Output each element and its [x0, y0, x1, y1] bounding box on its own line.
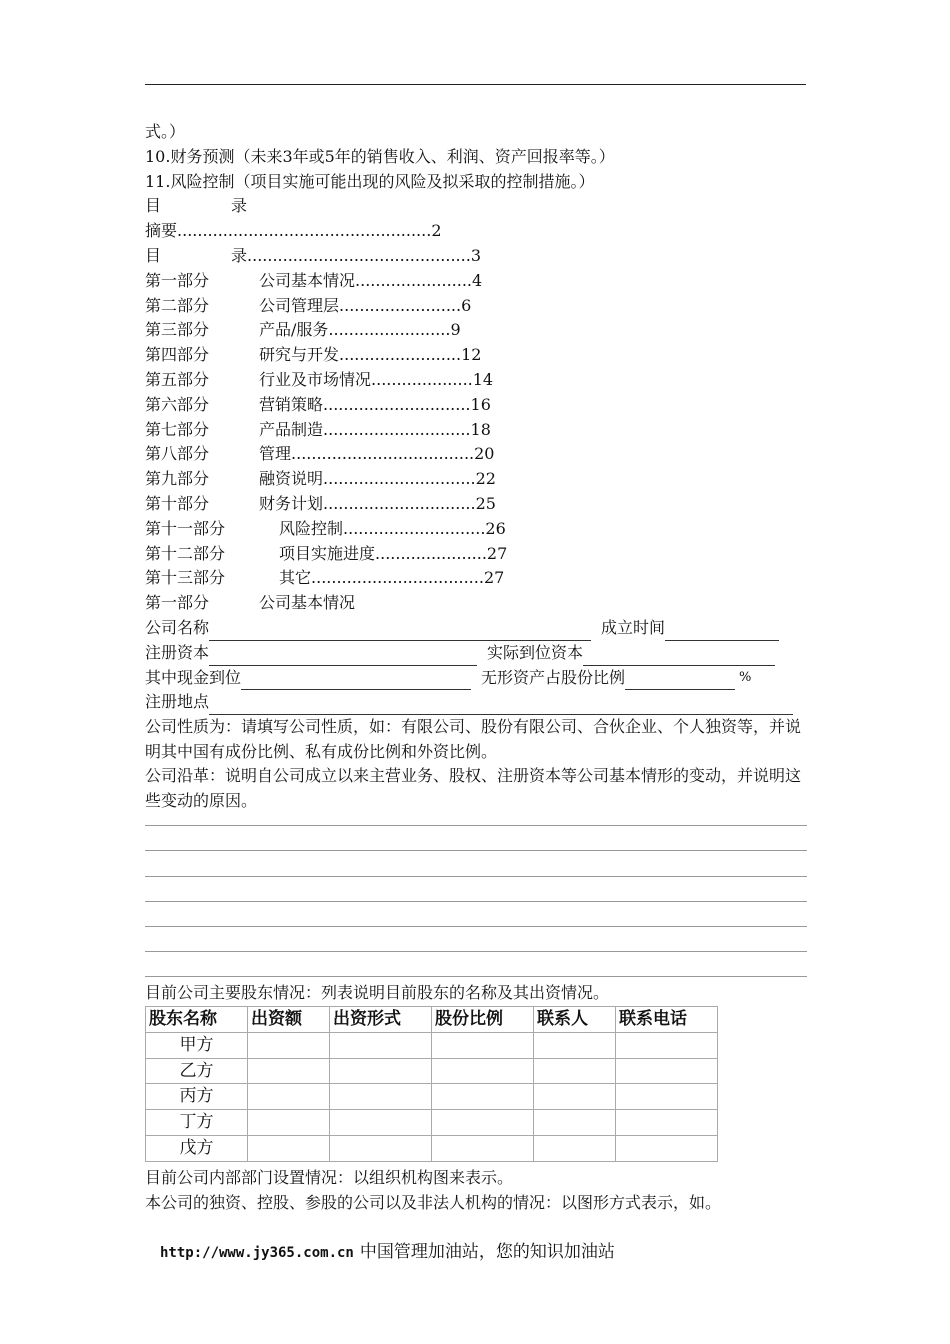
toc-entry[interactable]: 第九部分 融资说明 .............................. 22	[145, 469, 496, 489]
shareholders-intro: 目前公司主要股东情况：列表说明目前股东的名称及其出资情况。	[145, 983, 610, 1003]
intro-line-financial-forecast: 10.财务预测（未来3年或5年的销售收入、利润、资产回报率等。）	[145, 146, 615, 166]
col-header-amount: 出资额	[248, 1007, 330, 1033]
toc-entry[interactable]: 第二部分 公司管理层 ........................ 6	[145, 295, 472, 315]
toc-entry[interactable]: 第三部分 产品/服务 ........................ 9	[145, 320, 461, 340]
col-header-phone: 联系电话	[616, 1007, 718, 1033]
company-nature-paragraph: 公司性质为：请填写公司性质，如：有限公司、股份有限公司、合伙企业、个人独资等，并说明其中国有成份比例、私有成份比例和外资比例。	[145, 717, 802, 761]
footer-url-link[interactable]: http://www.jy365.com.cn	[160, 1245, 354, 1261]
intangible-ratio-field[interactable]	[625, 671, 735, 690]
toc-entry[interactable]: 第六部分 营销策略 ............................. 16	[145, 394, 491, 414]
toc-entry[interactable]: 第十二部分 项目实施进度 ...................... 27	[145, 543, 508, 563]
section-heading: 第一部分 公司基本情况	[145, 593, 356, 613]
intro-line-1: 式。）	[145, 122, 186, 141]
company-name-row	[145, 616, 807, 641]
intangible-ratio-label: 无形资产占股份比例	[481, 667, 626, 687]
reg-address-label: 注册地点	[145, 692, 210, 712]
col-header-ratio: 股份比例	[432, 1007, 534, 1033]
reg-capital-field[interactable]	[209, 647, 477, 666]
company-name-field[interactable]	[209, 622, 591, 641]
toc-entry[interactable]: 第十三部分 其它 .................................. 27	[145, 568, 505, 588]
toc-entry[interactable]: 第七部分 产品制造 ............................. 18	[145, 419, 491, 439]
table-header-row	[146, 1007, 718, 1033]
toc-entry[interactable]: 第十部分 财务计划 .............................. 25	[145, 493, 496, 513]
shareholder-table	[145, 1006, 718, 1162]
cash-paid-field[interactable]	[241, 671, 471, 690]
header-rule	[145, 84, 806, 85]
footer-slogan: 中国管理加油站，您的知识加油站	[359, 1242, 615, 1262]
table-row: 丙方	[146, 1084, 718, 1110]
toc-entry[interactable]: 第四部分 研究与开发 ........................ 12	[145, 345, 482, 365]
col-header-name: 股东名称	[146, 1007, 248, 1033]
history-writing-lines[interactable]	[145, 825, 807, 977]
col-header-form: 出资形式	[330, 1007, 432, 1033]
toc-entry[interactable]: 第五部分 行业及市场情况 .................... 14	[145, 369, 494, 389]
toc-entry-abstract[interactable]: 摘要..................................................2	[145, 221, 442, 241]
company-history-paragraph: 公司沿革：说明自公司成立以来主营业务、股权、注册资本等公司基本情形的变动，并说明这些变动的原因。	[145, 766, 802, 810]
cash-row	[145, 666, 807, 691]
table-row: 丁方	[146, 1110, 718, 1136]
reg-capital-label: 注册资本	[145, 642, 210, 662]
address-row	[145, 690, 807, 715]
document-body	[145, 120, 807, 1215]
paid-capital-field[interactable]	[583, 647, 775, 666]
toc-entry[interactable]: 第十一部分 风险控制 ............................ 26	[145, 518, 506, 538]
table-row: 乙方	[146, 1058, 718, 1084]
intro-line-risk-control: 11.风险控制（项目实施可能出现的风险及拟采取的控制措施。）	[145, 171, 595, 191]
percent-sign: %	[739, 669, 752, 685]
writing-line	[145, 976, 807, 977]
toc-entry[interactable]: 第一部分 公司基本情况 ....................... 4	[145, 270, 483, 290]
footer	[160, 1237, 615, 1262]
department-text: 目前公司内部部门设置情况：以组织机构图来表示。	[145, 1167, 514, 1187]
table-row: 戊方	[146, 1136, 718, 1162]
toc-entry[interactable]: 第八部分 管理 .................................... 20	[145, 444, 495, 464]
table-row: 甲方	[146, 1032, 718, 1058]
toc-heading: 目 录	[145, 196, 248, 216]
founded-field[interactable]	[665, 622, 779, 641]
subsidiary-text: 本公司的独资、控股、参股的公司以及非法人机构的情况：以图形方式表示，如。	[145, 1192, 722, 1212]
capital-row	[145, 641, 807, 666]
paid-capital-label: 实际到位资本	[487, 642, 584, 662]
reg-address-field[interactable]	[209, 696, 793, 715]
founded-label: 成立时间	[601, 617, 666, 637]
cash-paid-label: 其中现金到位	[145, 667, 242, 687]
col-header-contact: 联系人	[534, 1007, 616, 1033]
toc-entry-contents[interactable]: 目 录............................................3	[145, 245, 481, 265]
company-name-label: 公司名称	[145, 617, 210, 637]
